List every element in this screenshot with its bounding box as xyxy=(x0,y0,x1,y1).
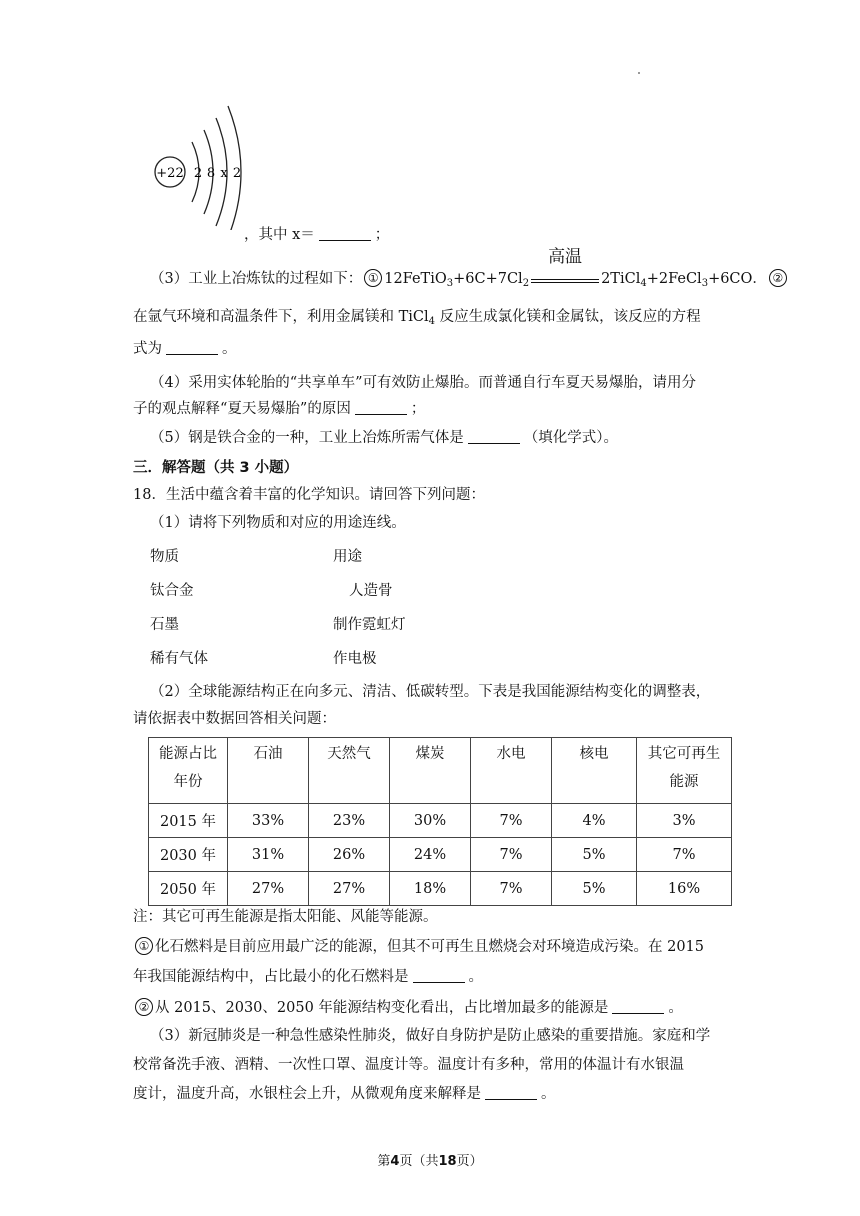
q3-label: （3）工业上冶炼钛的过程如下： xyxy=(150,271,363,287)
match-left-item[interactable]: 钛合金 xyxy=(150,583,194,599)
titanium-atom-structure-diagram xyxy=(148,100,258,230)
shell-electrons-1: 2 xyxy=(193,166,203,181)
table-row xyxy=(149,872,732,906)
q2-text: ，其中 x＝ xyxy=(244,227,315,243)
match-right-item[interactable]: 作电极 xyxy=(333,651,377,667)
q18-part-1: （1）请将下列物质和对应的用途连线。 xyxy=(150,515,406,531)
q3-line-3: 式为 。 xyxy=(133,341,237,357)
section-3-title: 三．解答题（共 3 小题） xyxy=(133,460,299,476)
energy-structure-table xyxy=(148,737,732,906)
table-row xyxy=(149,804,732,838)
q18-sub-1-line-2: 年我国能源结构中，占比最小的化石燃料是 。 xyxy=(133,969,483,985)
q18-part-2-line-1: （2）全球能源结构正在向多元、清洁、低碳转型。下表是我国能源结构变化的调整表， xyxy=(150,684,711,700)
table-cell-year: 2015 年 xyxy=(149,804,228,838)
scan-dot xyxy=(638,72,640,74)
table-cell: 27% xyxy=(228,872,309,906)
answer-blank[interactable] xyxy=(319,226,371,241)
nucleus-charge: +22 xyxy=(156,166,184,181)
table-cell-year: 2030 年 xyxy=(149,838,228,872)
answer-blank[interactable] xyxy=(485,1085,537,1100)
table-cell: 7% xyxy=(471,804,552,838)
answer-blank[interactable] xyxy=(413,968,465,983)
table-note: 注：其它可再生能源是指太阳能、风能等能源。 xyxy=(133,909,438,925)
match-left-header: 物质 xyxy=(150,549,179,565)
table-header-cell: 水电 xyxy=(471,738,552,804)
sub-number-1: ① xyxy=(135,937,153,955)
table-cell: 27% xyxy=(309,872,390,906)
q18-part-3-line-3: 度计，温度升高，水银柱会上升，从微观角度来解释是 。 xyxy=(133,1086,556,1102)
table-cell: 4% xyxy=(552,804,637,838)
table-row xyxy=(149,838,732,872)
answer-blank[interactable] xyxy=(166,340,218,355)
table-cell: 30% xyxy=(390,804,471,838)
table-header-cell: 天然气 xyxy=(309,738,390,804)
table-cell: 5% xyxy=(552,838,637,872)
match-right-item[interactable]: 制作霓虹灯 xyxy=(333,617,406,633)
q2-end: ； xyxy=(374,227,390,243)
q18-sub-1-line-1: ① 化石燃料是目前应用最广泛的能源，但其不可再生且燃烧会对环境造成污染。在 2015 xyxy=(133,936,744,958)
shell-electrons-2: 8 xyxy=(206,166,216,181)
table-corner-cell: 能源占比 年份 xyxy=(149,738,228,804)
q3-line-2: 在氩气环境和高温条件下，利用金属镁和 TiCl$_4$ 反应生成氯化镁和金属钛，该反应的方程 xyxy=(133,309,701,327)
reaction-condition: 高温 xyxy=(529,268,601,290)
table-cell: 7% xyxy=(471,838,552,872)
answer-blank[interactable] xyxy=(355,400,407,415)
match-left-item[interactable]: 稀有气体 xyxy=(150,651,208,667)
table-cell: 7% xyxy=(637,838,732,872)
table-header-cell: 其它可再生 能源 xyxy=(637,738,732,804)
table-cell: 33% xyxy=(228,804,309,838)
table-header-cell: 煤炭 xyxy=(390,738,471,804)
table-cell: 16% xyxy=(637,872,732,906)
q2-answer-line xyxy=(244,224,744,246)
table-cell: 3% xyxy=(637,804,732,838)
table-cell: 7% xyxy=(471,872,552,906)
q4-line-1: （4）采用实体轮胎的“共享单车”可有效防止爆胎。而普通自行车夏天易爆胎，请用分 xyxy=(150,375,697,391)
equation: $12FeTiO_3+6C+7Cl_2$ 高温 2TiCl$_4$+2FeCl$_3$+6CO． xyxy=(384,247,767,289)
answer-blank[interactable] xyxy=(612,999,664,1014)
table-cell: 5% xyxy=(552,872,637,906)
q18-part-2-line-2: 请依据表中数据回答相关问题： xyxy=(133,711,336,727)
step-number-2: ② xyxy=(769,269,787,287)
total-pages: 18 xyxy=(438,1154,457,1169)
table-cell: 24% xyxy=(390,838,471,872)
shell-electrons-3: x xyxy=(220,166,228,181)
q18-part-3-line-1: （3）新冠肺炎是一种急性感染性肺炎，做好自身防护是防止感染的重要措施。家庭和学 xyxy=(150,1028,711,1044)
table-cell: 26% xyxy=(309,838,390,872)
table-header-cell: 核电 xyxy=(552,738,637,804)
step-number-1: ① xyxy=(364,269,382,287)
match-left-item[interactable]: 石墨 xyxy=(150,617,179,633)
q3-line-1 xyxy=(150,247,784,295)
q18-stem: 18．生活中蕴含着丰富的化学知识。请回答下列问题： xyxy=(133,487,485,503)
answer-blank[interactable] xyxy=(468,429,520,444)
sub-number-2: ② xyxy=(135,998,153,1016)
table-header-row xyxy=(149,738,732,804)
table-cell: 31% xyxy=(228,838,309,872)
table-header-cell: 石油 xyxy=(228,738,309,804)
q4-line-2: 子的观点解释“夏天易爆胎”的原因 ； xyxy=(133,401,426,417)
q18-part-3-line-2: 校常备洗手液、酒精、一次性口罩、温度计等。温度计有多种，常用的体温计有水银温 xyxy=(133,1057,684,1073)
table-cell: 23% xyxy=(309,804,390,838)
table-cell: 18% xyxy=(390,872,471,906)
q5-line: （5）钢是铁合金的一种，工业上冶炼所需气体是 （填化学式）。 xyxy=(150,430,618,446)
match-right-item[interactable]: 人造骨 xyxy=(349,583,393,599)
page-number: 4 xyxy=(390,1154,400,1169)
shell-electrons-4: 2 xyxy=(232,166,242,181)
table-cell-year: 2050 年 xyxy=(149,872,228,906)
page-footer: 第4页（共18页） xyxy=(377,1154,483,1169)
q18-sub-2: ② 从 2015、2030、2050 年能源结构变化看出，占比增加最多的能源是 。 xyxy=(133,997,744,1019)
match-right-header: 用途 xyxy=(333,549,362,565)
